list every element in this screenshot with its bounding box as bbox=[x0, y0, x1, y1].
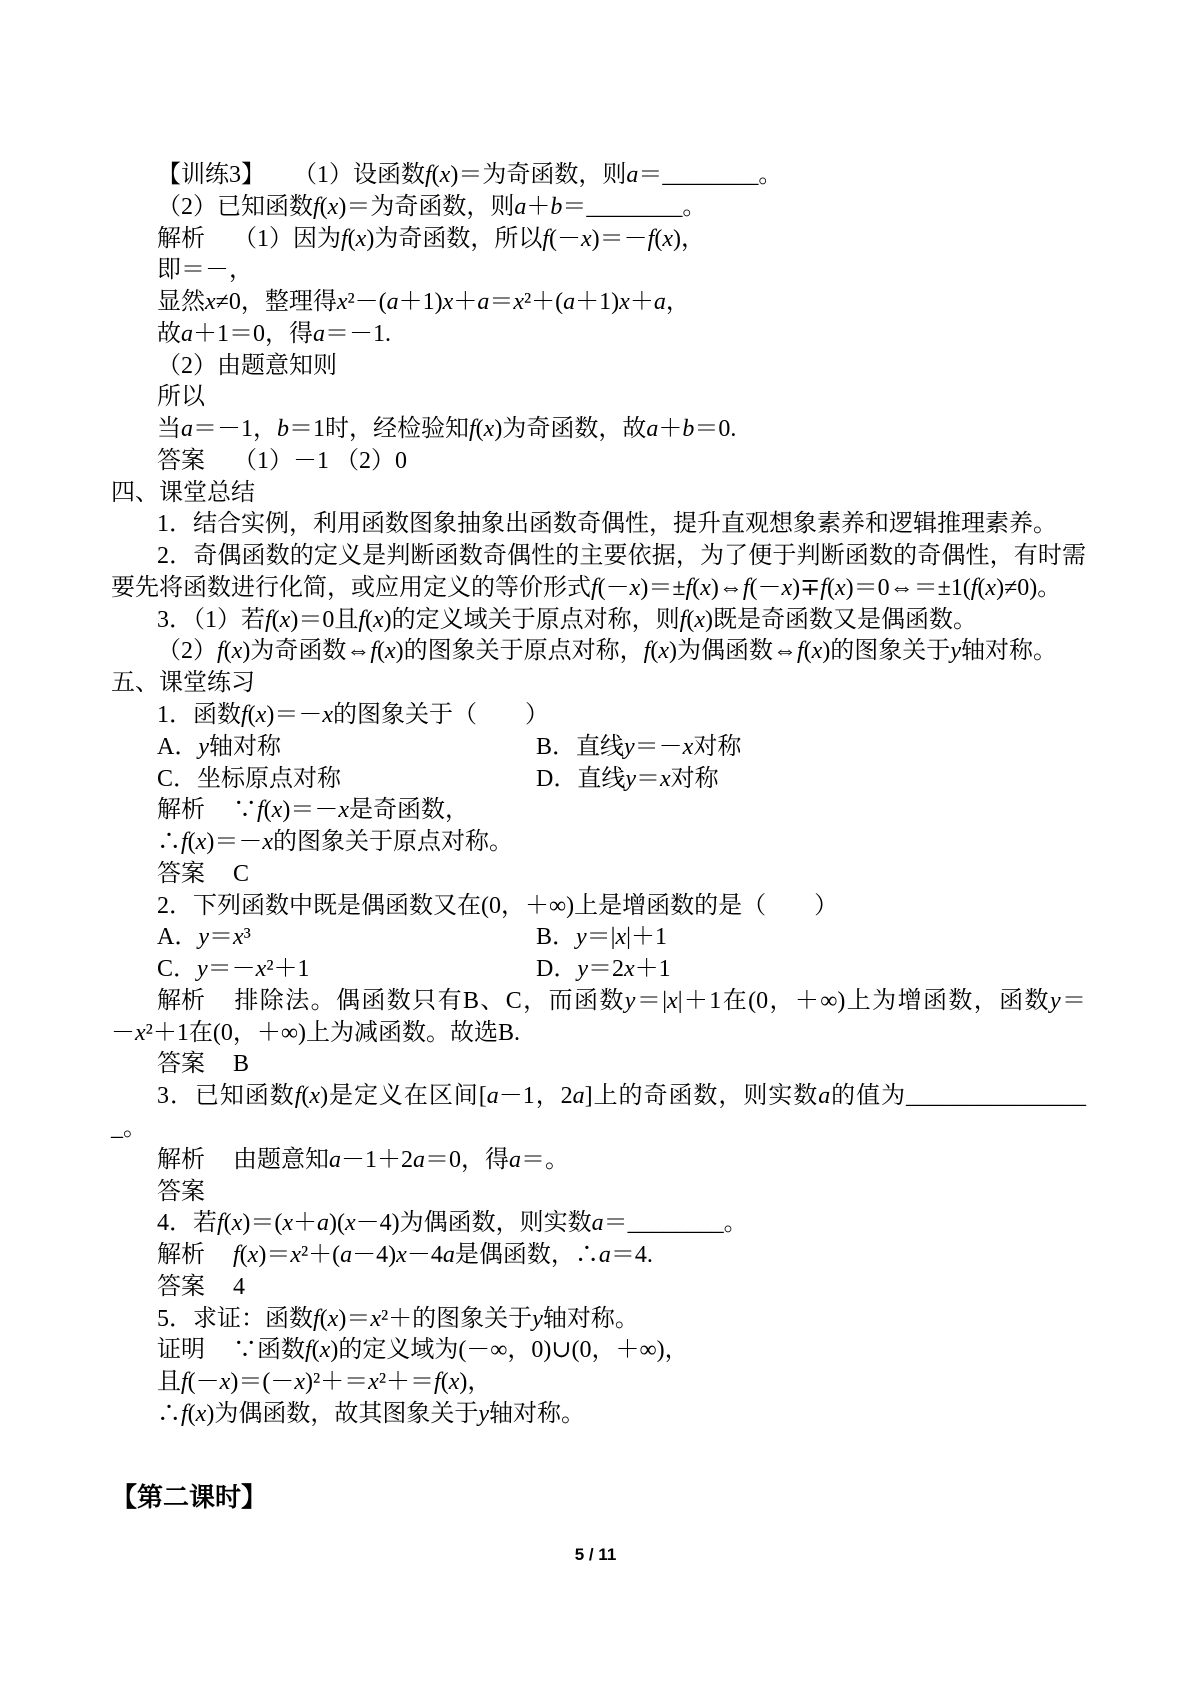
math-variable: a bbox=[313, 320, 325, 347]
math-variable: a bbox=[563, 289, 576, 316]
practice-q3-stem: 3．已知函数f(x)是定义在区间[a－1，2a]上的奇函数，则实数a的值为_______________ bbox=[157, 1083, 1087, 1110]
math-variable: f bbox=[970, 574, 978, 601]
math-variable: f bbox=[241, 702, 248, 729]
analysis-label: 解析 bbox=[157, 1242, 205, 1269]
math-variable: a bbox=[477, 289, 490, 316]
math-variable: x bbox=[233, 924, 244, 951]
training3-q1-text: （1）设函数f(x)＝为奇函数，则a＝________。 bbox=[293, 162, 783, 188]
analysis-label: 解析 bbox=[157, 797, 205, 824]
math-variable: f bbox=[257, 797, 264, 824]
math-variable: x bbox=[619, 289, 630, 316]
math-variable: f bbox=[341, 225, 348, 252]
option-d: D．直线y＝x对称 bbox=[536, 765, 719, 792]
answer-label: 答案 bbox=[157, 860, 205, 887]
math-variable: a bbox=[413, 1146, 425, 1173]
math-variable: a bbox=[181, 320, 193, 347]
math-variable: f bbox=[217, 1210, 224, 1237]
math-variable: x bbox=[247, 1242, 259, 1269]
practice-q2-stem: 2．下列函数中既是偶函数又在(0，＋∞)上是增函数的是（ ） bbox=[157, 892, 839, 919]
training3-answer-text: （1）－1 （2）0 bbox=[233, 447, 407, 474]
training3-analysis-line: （2）由题意知则 bbox=[157, 352, 337, 379]
math-variable: x bbox=[344, 1210, 356, 1237]
math-variable: a bbox=[509, 1146, 521, 1173]
practice-q4-answer-line bbox=[157, 1272, 1191, 1304]
practice-q2-options-row bbox=[157, 922, 1191, 954]
math-variable: x bbox=[355, 225, 367, 252]
math-variable: x bbox=[396, 1242, 407, 1269]
math-variable: a bbox=[653, 289, 666, 316]
answer-label: 答案 bbox=[157, 447, 205, 474]
math-variable: b bbox=[550, 193, 563, 220]
math-variable: x bbox=[336, 289, 348, 316]
summary-item: 2．奇偶函数的定义是判断函数奇偶性的主要依据，为了便于判断函数的奇偶性，有时需 bbox=[157, 543, 1086, 570]
math-variable: x bbox=[811, 638, 823, 665]
math-variable: x bbox=[327, 1305, 339, 1332]
practice-q5-stem: 5．求证：函数f(x)＝x²＋的图象关于y轴对称。 bbox=[157, 1305, 639, 1332]
math-variable: f bbox=[647, 225, 655, 252]
analysis-label: 解析 bbox=[157, 987, 205, 1014]
math-variable: x bbox=[448, 1369, 460, 1396]
math-variable: x bbox=[442, 289, 454, 316]
math-variable: f bbox=[217, 638, 224, 665]
training3-question-2: （2）已知函数f(x)＝为奇函数，则a＋b＝________。 bbox=[157, 193, 707, 220]
math-variable: y bbox=[478, 1400, 489, 1427]
practice-q1-analysis-line: ∴f(x)＝－x的图象关于原点对称。 bbox=[157, 829, 513, 856]
practice-q3-analysis-text: 由题意知a－1＋2a＝0，得a＝。 bbox=[233, 1146, 569, 1173]
practice-q1-analysis-line bbox=[157, 795, 1191, 827]
math-variable: x bbox=[262, 829, 273, 856]
practice-q2-answer-line bbox=[157, 1049, 1191, 1081]
math-variable: a bbox=[598, 1242, 611, 1269]
practice-q2-analysis-line bbox=[157, 986, 1086, 1018]
math-variable: x bbox=[629, 574, 641, 601]
math-variable: a bbox=[626, 162, 639, 188]
option-c: C．坐标原点对称 bbox=[157, 765, 342, 792]
page-number: 5 / 11 bbox=[574, 1545, 617, 1564]
next-section-heading: 【第二课时】 bbox=[111, 1483, 268, 1512]
option-b: B．直线y＝－x对称 bbox=[536, 733, 742, 760]
math-variable: y bbox=[624, 987, 636, 1014]
training3-label: 【训练3】 bbox=[157, 162, 265, 188]
math-variable: x bbox=[327, 193, 339, 220]
math-variable: f bbox=[313, 1305, 320, 1332]
math-variable: x bbox=[368, 1369, 379, 1396]
math-variable: x bbox=[309, 1083, 321, 1110]
practice-q1-answer: C bbox=[233, 860, 250, 887]
option-b: B．y＝|x|＋1 bbox=[536, 924, 667, 951]
math-variable: x bbox=[624, 956, 635, 983]
math-variable: f bbox=[742, 574, 750, 601]
training3-analysis-line: 即＝－， bbox=[157, 257, 253, 284]
math-variable: x bbox=[282, 1210, 293, 1237]
math-variable: a bbox=[181, 416, 193, 443]
math-variable: x bbox=[279, 606, 291, 633]
math-variable: x bbox=[439, 162, 451, 188]
math-variable: x bbox=[660, 765, 671, 792]
practice-q4-answer: 4 bbox=[233, 1273, 245, 1300]
math-variable: a bbox=[442, 1242, 455, 1269]
practice-q5-proof-line bbox=[157, 1335, 1191, 1367]
practice-q4-analysis-text: f(x)＝x²＋(a－4)x－4a是偶函数，∴a＝4. bbox=[233, 1242, 653, 1269]
math-variable: f bbox=[181, 1400, 188, 1427]
math-variable: f bbox=[643, 638, 651, 665]
summary-item-continuation: 要先将函数进行化简，或应用定义的等价形式f(－x)＝±f(x)⇔f(－x)∓f(x)＝0⇔＝±1(f(x)≠0)。 bbox=[111, 574, 1062, 601]
math-variable: y bbox=[1049, 987, 1061, 1014]
math-variable: x bbox=[338, 797, 349, 824]
math-variable: x bbox=[781, 574, 793, 601]
analysis-label: 解析 bbox=[157, 1146, 205, 1173]
math-variable: x bbox=[483, 416, 495, 443]
math-variable: f bbox=[434, 1369, 441, 1396]
answer-label: 答案 bbox=[157, 1178, 205, 1205]
math-variable: y bbox=[950, 638, 961, 665]
math-variable: y bbox=[198, 924, 209, 951]
math-variable: x bbox=[581, 225, 592, 252]
math-variable: x bbox=[219, 1369, 231, 1396]
math-variable: f bbox=[358, 606, 365, 633]
practice-q2-analysis-text: 排除法。偶函数只有B、C，而函数y＝|x|＋1在(0，＋∞)上为增函数，函数y＝ bbox=[233, 987, 1087, 1014]
math-variable: x bbox=[255, 702, 267, 729]
training3-analysis-line bbox=[157, 224, 1191, 256]
math-variable: x bbox=[319, 1337, 331, 1364]
practice-q5-proof-line: ∴f(x)为偶函数，故其图象关于y轴对称。 bbox=[157, 1400, 585, 1427]
math-variable: y bbox=[577, 956, 588, 983]
math-variable: f bbox=[685, 574, 693, 601]
practice-section-title: 五、课堂练习 bbox=[111, 670, 255, 697]
math-variable: x bbox=[662, 225, 673, 252]
practice-q1-options-row bbox=[157, 732, 1191, 764]
math-variable: a bbox=[514, 193, 527, 220]
analysis-label: 解析 bbox=[157, 225, 205, 252]
practice-q2-options-row bbox=[157, 954, 1191, 986]
practice-q1-stem: 1．函数f(x)＝－x的图象关于（ ） bbox=[157, 702, 549, 729]
math-variable: f bbox=[370, 638, 377, 665]
math-variable: a bbox=[486, 1083, 499, 1110]
math-variable: x bbox=[834, 574, 846, 601]
math-variable: a bbox=[340, 1242, 353, 1269]
training3-analysis-text: （1）因为f(x)为奇函数，所以f(－x)＝－f(x)， bbox=[233, 225, 705, 252]
practice-q2-analysis-continuation: －x²＋1在(0，＋∞)上为减函数。故选B. bbox=[111, 1019, 520, 1046]
math-variable: x bbox=[205, 289, 216, 316]
practice-q4-stem: 4．若f(x)＝(x＋a)(x－4)为偶函数，则实数a＝________。 bbox=[157, 1210, 748, 1237]
summary-item: 3．（1）若f(x)＝0且f(x)的定义域关于原点对称，则f(x)既是奇函数又是偶函数。 bbox=[157, 606, 977, 633]
math-variable: x bbox=[195, 1400, 207, 1427]
training3-analysis-line: 显然x≠0，整理得x²－(a＋1)x＋a＝x²＋(a＋1)x＋a， bbox=[157, 289, 690, 316]
math-variable: x bbox=[231, 1210, 243, 1237]
math-variable: f bbox=[542, 225, 549, 252]
math-variable: x bbox=[255, 956, 267, 983]
math-variable: y bbox=[532, 1305, 543, 1332]
math-variable: x bbox=[667, 987, 678, 1014]
math-variable: a bbox=[316, 1210, 329, 1237]
math-variable: a bbox=[386, 289, 399, 316]
math-variable: x bbox=[513, 289, 524, 316]
answer-label: 答案 bbox=[157, 1051, 205, 1078]
math-variable: f bbox=[425, 162, 432, 188]
math-variable: a bbox=[818, 1083, 831, 1110]
math-variable: x bbox=[700, 574, 711, 601]
math-variable: a bbox=[329, 1146, 341, 1173]
math-variable: y bbox=[624, 733, 635, 760]
math-variable: a bbox=[572, 1083, 585, 1110]
math-variable: y bbox=[198, 733, 209, 760]
practice-q3-answer-line bbox=[157, 1177, 1191, 1209]
math-variable: f bbox=[265, 606, 272, 633]
math-variable: x bbox=[195, 829, 207, 856]
math-variable: f bbox=[796, 638, 804, 665]
math-variable: x bbox=[985, 574, 997, 601]
option-a: A．y＝x³ bbox=[157, 924, 251, 951]
math-variable: a bbox=[591, 1210, 604, 1237]
practice-q3-stem-continuation: _。 bbox=[111, 1114, 147, 1141]
practice-q1-answer-line bbox=[157, 859, 1191, 891]
math-variable: x bbox=[373, 606, 384, 633]
math-variable: x bbox=[294, 1369, 305, 1396]
summary-section-title: 四、课堂总结 bbox=[111, 479, 255, 506]
math-variable: b bbox=[277, 416, 289, 443]
math-variable: x bbox=[370, 1305, 381, 1332]
answer-label: 答案 bbox=[157, 1273, 205, 1300]
math-variable: f bbox=[181, 829, 188, 856]
training3-analysis-line: 所以 bbox=[157, 384, 205, 411]
math-variable: x bbox=[322, 702, 333, 729]
math-variable: x bbox=[385, 638, 396, 665]
math-variable: f bbox=[305, 1337, 312, 1364]
training3-analysis-line: 故a＋1＝0，得a＝－1. bbox=[157, 320, 391, 347]
training3-analysis-line: 当a＝－1，b＝1时，经检验知f(x)为奇函数，故a＋b＝0. bbox=[157, 416, 737, 443]
proof-label: 证明 bbox=[157, 1337, 205, 1364]
option-d: D．y＝2x＋1 bbox=[536, 956, 671, 983]
math-variable: b bbox=[682, 416, 695, 443]
math-variable: f bbox=[591, 574, 598, 601]
math-variable: x bbox=[135, 1019, 146, 1046]
math-variable: f bbox=[181, 1369, 188, 1396]
math-variable: x bbox=[290, 1242, 301, 1269]
math-variable: f bbox=[294, 1083, 302, 1110]
summary-item: 1．结合实例，利用函数图象抽象出函数奇偶性，提升直观想象素养和逻辑推理素养。 bbox=[157, 511, 1057, 538]
math-variable: x bbox=[694, 606, 705, 633]
math-variable: y bbox=[197, 956, 208, 983]
practice-q1-analysis-text: ∵f(x)＝－x是奇函数， bbox=[233, 797, 469, 824]
practice-q4-analysis-line bbox=[157, 1240, 1191, 1272]
math-variable: f bbox=[679, 606, 687, 633]
math-variable: f bbox=[820, 574, 827, 601]
math-variable: x bbox=[615, 924, 627, 951]
option-a: A．y轴对称 bbox=[157, 733, 281, 760]
math-variable: x bbox=[231, 638, 243, 665]
practice-q2-answer: B bbox=[233, 1051, 250, 1078]
math-variable: f bbox=[313, 193, 320, 220]
math-variable: f bbox=[469, 416, 476, 443]
option-c: C．y＝－x²＋1 bbox=[157, 956, 310, 983]
practice-q3-analysis-line bbox=[157, 1145, 1191, 1177]
training3-question-1 bbox=[157, 160, 1191, 192]
math-variable: y bbox=[625, 765, 636, 792]
page-body bbox=[0, 160, 1191, 1431]
practice-q5-proof-line: 且f(－x)＝(－x)²＋＝x²＋＝f(x)， bbox=[157, 1369, 492, 1396]
practice-q5-proof-text: ∵函数f(x)的定义域为(－∞，0)∪(0，＋∞)， bbox=[233, 1337, 689, 1364]
math-variable: f bbox=[233, 1242, 240, 1269]
math-variable: a bbox=[646, 416, 659, 443]
math-variable: x bbox=[682, 733, 694, 760]
math-variable: y bbox=[576, 924, 587, 951]
math-variable: x bbox=[271, 797, 283, 824]
training3-answer-line bbox=[157, 446, 1191, 478]
math-variable: x bbox=[658, 638, 669, 665]
summary-item: （2）f(x)为奇函数⇔f(x)的图象关于原点对称，f(x)为偶函数⇔f(x)的图象关于y轴对称。 bbox=[157, 638, 1057, 665]
practice-q1-options-row bbox=[157, 764, 1191, 796]
